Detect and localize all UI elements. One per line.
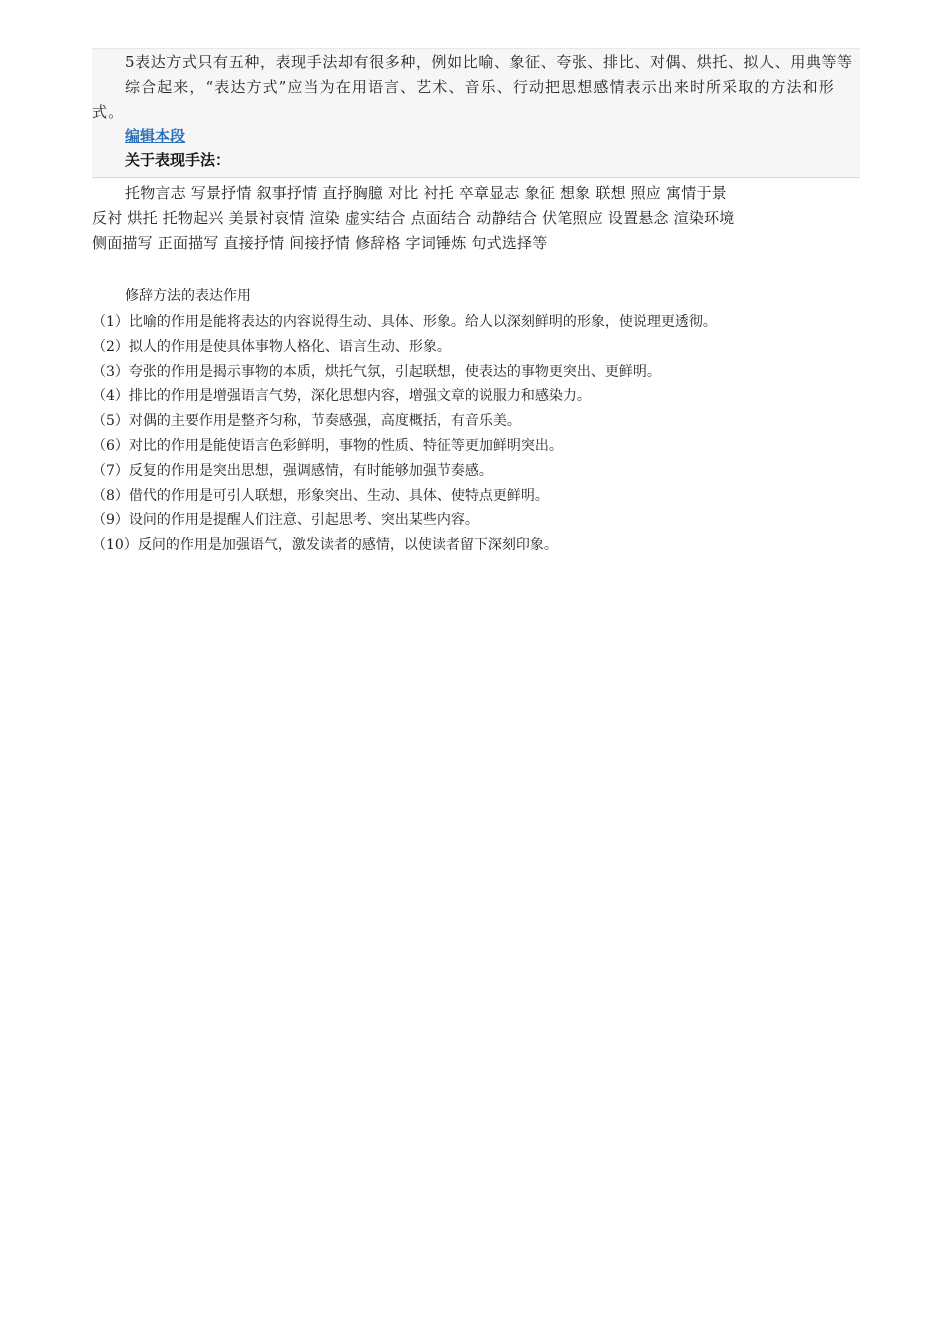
rhetoric-item: （4）排比的作用是增强语言气势，深化思想内容，增强文章的说服力和感染力。 <box>92 388 591 405</box>
techniques-line: 侧面描写 正面描写 直接抒情 间接抒情 修辞格 字词锤炼 句式选择等 <box>92 234 548 252</box>
rhetoric-title: 修辞方法的表达作用 <box>125 288 251 304</box>
rhetoric-item: （1）比喻的作用是能将表达的内容说得生动、具体、形象。给人以深刻鲜明的形象，使说理更透彻。 <box>92 314 717 330</box>
techniques-line: 反衬 烘托 托物起兴 美景衬哀情 渲染 虚实结合 点面结合 动静结合 伏笔照应 设置悬念 渲染环境 <box>92 209 735 227</box>
techniques-line: 托物言志 写景抒情 叙事抒情 直抒胸臆 对比 衬托 卒章显志 象征 想象 联想 照应 寓情于景 <box>125 184 727 202</box>
paragraph-expression-definition: 综合起来，“表达方式”应当为在用语言、艺术、音乐、行动把思想感情表示出来时所采取的方法和形式。 <box>92 78 835 121</box>
shaded-section <box>92 48 860 178</box>
document-page <box>92 48 860 558</box>
techniques-list <box>92 178 860 256</box>
rhetoric-item: （2）拟人的作用是使具体事物人格化、语言生动、形象。 <box>92 338 451 355</box>
rhetoric-item: （9）设问的作用是提醒人们注意、引起思考、突出某些内容。 <box>92 512 479 529</box>
edit-section-link[interactable]: 编辑本段 <box>125 127 186 145</box>
rhetoric-item: （5）对偶的主要作用是整齐匀称，节奏感强，高度概括，有音乐美。 <box>92 413 521 430</box>
rhetoric-item: （3）夸张的作用是揭示事物的本质，烘托气氛，引起联想，使表达的事物更突出、更鲜明。 <box>92 363 661 380</box>
paragraph-expression-count: 5表达方式只有五种，表现手法却有很多种，例如比喻、象征、夸张、排比、对偶、烘托、拟人、用典等等 <box>125 53 853 71</box>
section-heading-techniques: 关于表现手法： <box>125 151 231 169</box>
rhetoric-list <box>92 310 860 558</box>
rhetoric-item: （6）对比的作用是能使语言色彩鲜明，事物的性质、特征等更加鲜明突出。 <box>92 437 563 454</box>
rhetoric-item: （8）借代的作用是可引人联想，形象突出、生动、具体、使特点更鲜明。 <box>92 487 549 504</box>
rhetoric-item: （7）反复的作用是突出思想，强调感情，有时能够加强节奏感。 <box>92 462 493 479</box>
rhetoric-item: （10）反问的作用是加强语气，激发读者的感情，以使读者留下深刻印象。 <box>92 537 558 554</box>
